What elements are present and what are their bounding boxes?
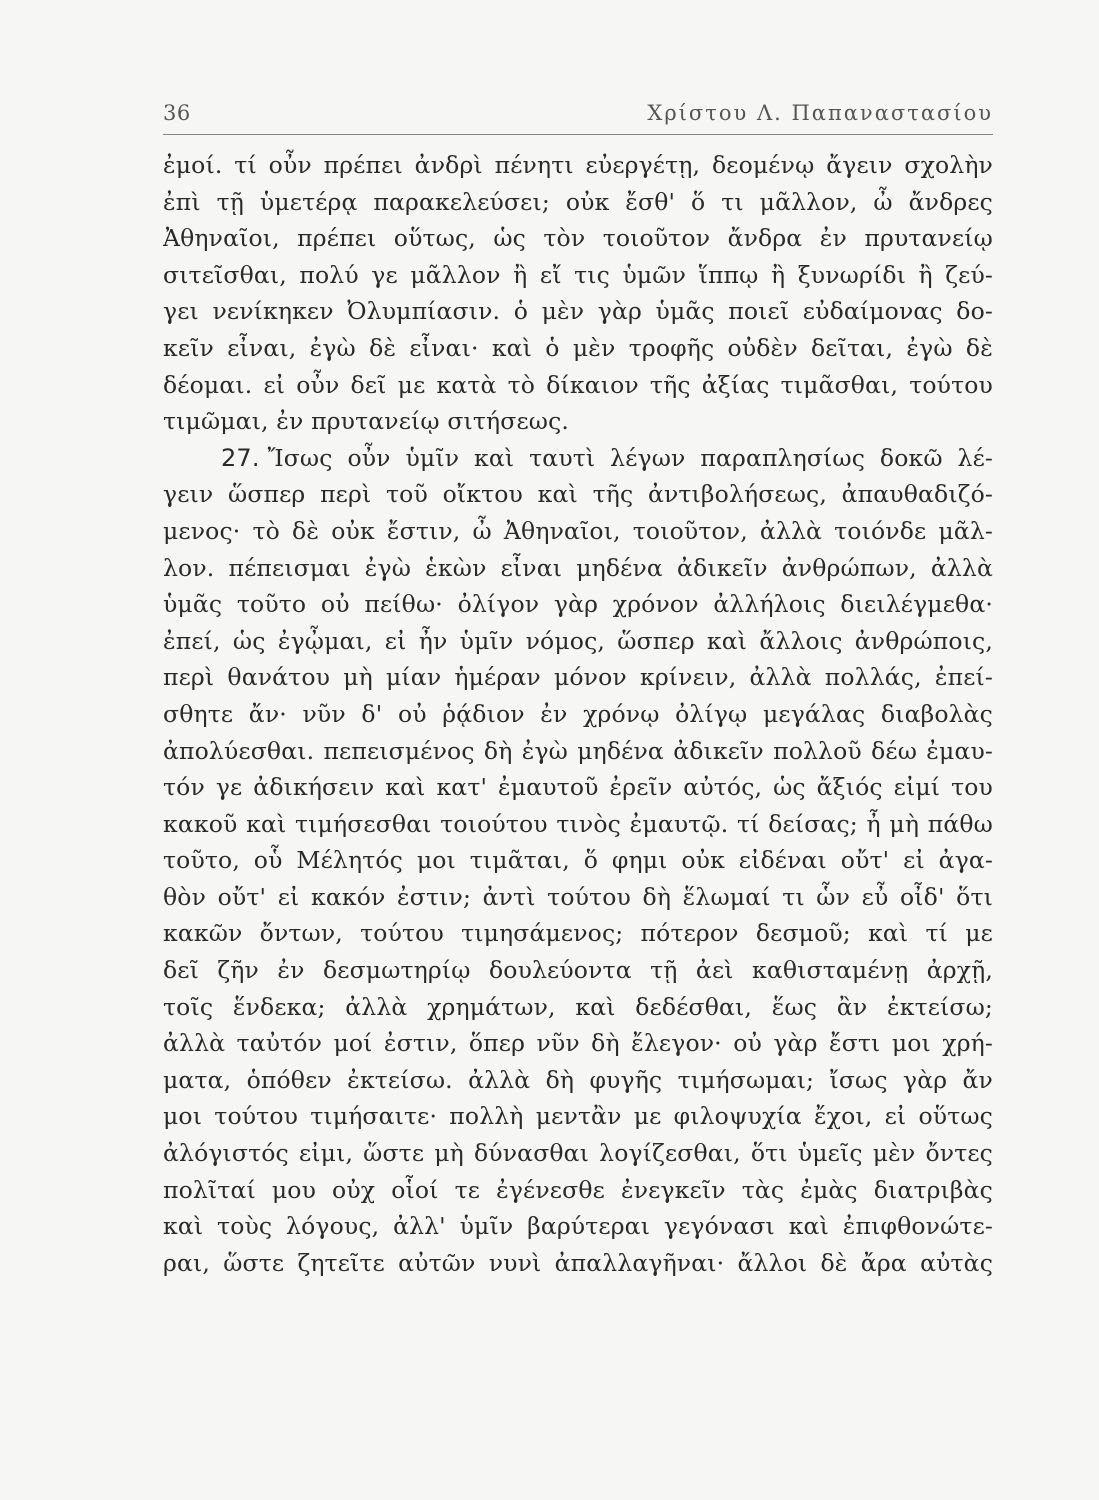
text-line: μοι τούτου τιμήσαιτε· πολλὴ μεντἂν με φιλοψυχία ἔχοι, εἰ οὕτως: [163, 1102, 993, 1131]
text-line: ἐμοί. τί οὖν πρέπει ἀνδρὶ πένητι εὐεργέτῃ, δεομένῳ ἄγειν σχολὴν: [163, 151, 993, 179]
text-line: ἀλλὰ ταὐτόν μοί ἐστιν, ὅπερ νῦν δὴ ἔλεγον· οὐ γὰρ ἔστι μοι χρή-: [163, 1029, 993, 1058]
text-line: γει νενίκηκεν Ὀλυμπίασιν. ὁ μὲν γὰρ ὑμᾶς ποιεῖ εὐδαίμονας δο-: [163, 297, 993, 326]
text-line: γειν ὥσπερ περὶ τοῦ οἴκτου καὶ τῆς ἀντιβολήσεως, ἀπαυθαδιζό-: [163, 480, 993, 509]
text-body: [163, 147, 993, 1281]
text-line: ὑμᾶς τοῦτο οὐ πείθω· ὀλίγον γὰρ χρόνον ἀλλήλοις διειλέγμεθα·: [163, 590, 993, 619]
text-line: περὶ θανάτου μὴ μίαν ἡμέραν μόνον κρίνειν, ἀλλὰ πολλάς, ἐπεί-: [163, 663, 993, 692]
text-line: πολῖταί μου οὐχ οἷοί τε ἐγένεσθε ἐνεγκεῖν τὰς ἐμὰς διατριβὰς: [163, 1175, 993, 1204]
text-line: θὸν οὔτ' εἰ κακόν ἐστιν; ἀντὶ τούτου δὴ ἕλωμαί τι ὧν εὖ οἶδ' ὅτι: [163, 882, 993, 911]
text-line: Ἀθηναῖοι, πρέπει οὕτως, ὡς τὸν τοιοῦτον ἄνδρα ἐν πρυτανείῳ: [163, 224, 993, 253]
text-line: ἐπεί, ὡς ἐγᾦμαι, εἰ ἦν ὑμῖν νόμος, ὥσπερ καὶ ἄλλοις ἀνθρώποις,: [163, 626, 993, 655]
page-header: [163, 101, 993, 131]
header-rule: [163, 134, 993, 135]
text-line: ραι, ὥστε ζητεῖτε αὐτῶν νυνὶ ἀπαλλαγῆναι· ἄλλοι δὲ ἄρα αὐτὰς: [163, 1248, 993, 1277]
text-line: τοῦτο, οὗ Μέλητός μοι τιμᾶται, ὅ φημι οὐκ εἰδέναι οὔτ' εἰ ἀγα-: [163, 846, 993, 875]
text-line: ματα, ὁπόθεν ἐκτείσω. ἀλλὰ δὴ φυγῆς τιμήσωμαι; ἴσως γὰρ ἄν: [163, 1065, 993, 1094]
text-line: κακῶν ὄντων, τούτου τιμησάμενος; πότερον δεσμοῦ; καὶ τί με: [163, 919, 993, 948]
running-title: Χρίστου Λ. Παπαναστασίου: [647, 101, 993, 125]
text-line: δεῖ ζῆν ἐν δεσμωτηρίῳ δουλεύοντα τῇ ἀεὶ καθισταμένῃ ἀρχῇ,: [163, 956, 993, 985]
section-number: 27.: [221, 443, 260, 472]
text-line: λον. πέπεισμαι ἐγὼ ἑκὼν εἶναι μηδένα ἀδικεῖν ἀνθρώπων, ἀλλὰ: [163, 553, 993, 582]
text-line: κακοῦ καὶ τιμήσεσθαι τοιούτου τινὸς ἐμαυτῷ. τί δείσας; ἦ μὴ πάθω: [163, 809, 993, 838]
text-line: δέομαι. εἰ οὖν δεῖ με κατὰ τὸ δίκαιον τῆς ἀξίας τιμᾶσθαι, τούτου: [163, 370, 993, 399]
text-line: καὶ τοὺς λόγους, ἀλλ' ὑμῖν βαρύτεραι γεγόνασι καὶ ἐπιφθονώτε-: [163, 1212, 993, 1241]
text-line: ἐπὶ τῇ ὑμετέρᾳ παρακελεύσει; οὐκ ἔσθ' ὅ τι μᾶλλον, ὦ ἄνδρες: [163, 187, 993, 216]
text-line: τόν γε ἀδικήσειν καὶ κατ' ἐμαυτοῦ ἐρεῖν αὐτός, ὡς ἄξιός εἰμί του: [163, 773, 993, 802]
text-line: τιμῶμαι, ἐν πρυτανείῳ σιτήσεως.: [163, 407, 570, 436]
text-line: σιτεῖσθαι, πολύ γε μᾶλλον ἢ εἴ τις ὑμῶν ἵππῳ ἢ ξυνωρίδι ἢ ζεύ-: [163, 260, 993, 289]
section-first-text: Ἴσως οὖν ὑμῖν καὶ ταυτὶ λέγων παραπλησίως δοκῶ λέ-: [267, 443, 993, 472]
section-start-line: [163, 440, 993, 477]
text-line: ἀλόγιστός εἰμι, ὥστε μὴ δύνασθαι λογίζεσθαι, ὅτι ὑμεῖς μὲν ὄντες: [163, 1139, 993, 1168]
text-line: ἀπολύεσθαι. πεπεισμένος δὴ ἐγὼ μηδένα ἀδικεῖν πολλοῦ δέω ἐμαυ-: [163, 736, 993, 765]
text-line: τοῖς ἕνδεκα; ἀλλὰ χρημάτων, καὶ δεδέσθαι, ἕως ἂν ἐκτείσω;: [163, 992, 993, 1021]
page-number: 36: [163, 101, 191, 125]
text-line: μενος· τὸ δὲ οὐκ ἔστιν, ὦ Ἀθηναῖοι, τοιοῦτον, ἀλλὰ τοιόνδε μᾶλ-: [163, 516, 993, 545]
text-line: κεῖν εἶναι, ἐγὼ δὲ εἶναι· καὶ ὁ μὲν τροφῆς οὐδὲν δεῖται, ἐγὼ δὲ: [163, 333, 993, 362]
text-line: σθητε ἄν· νῦν δ' οὐ ῥᾴδιον ἐν χρόνῳ ὀλίγῳ μεγάλας διαβολὰς: [163, 699, 993, 728]
